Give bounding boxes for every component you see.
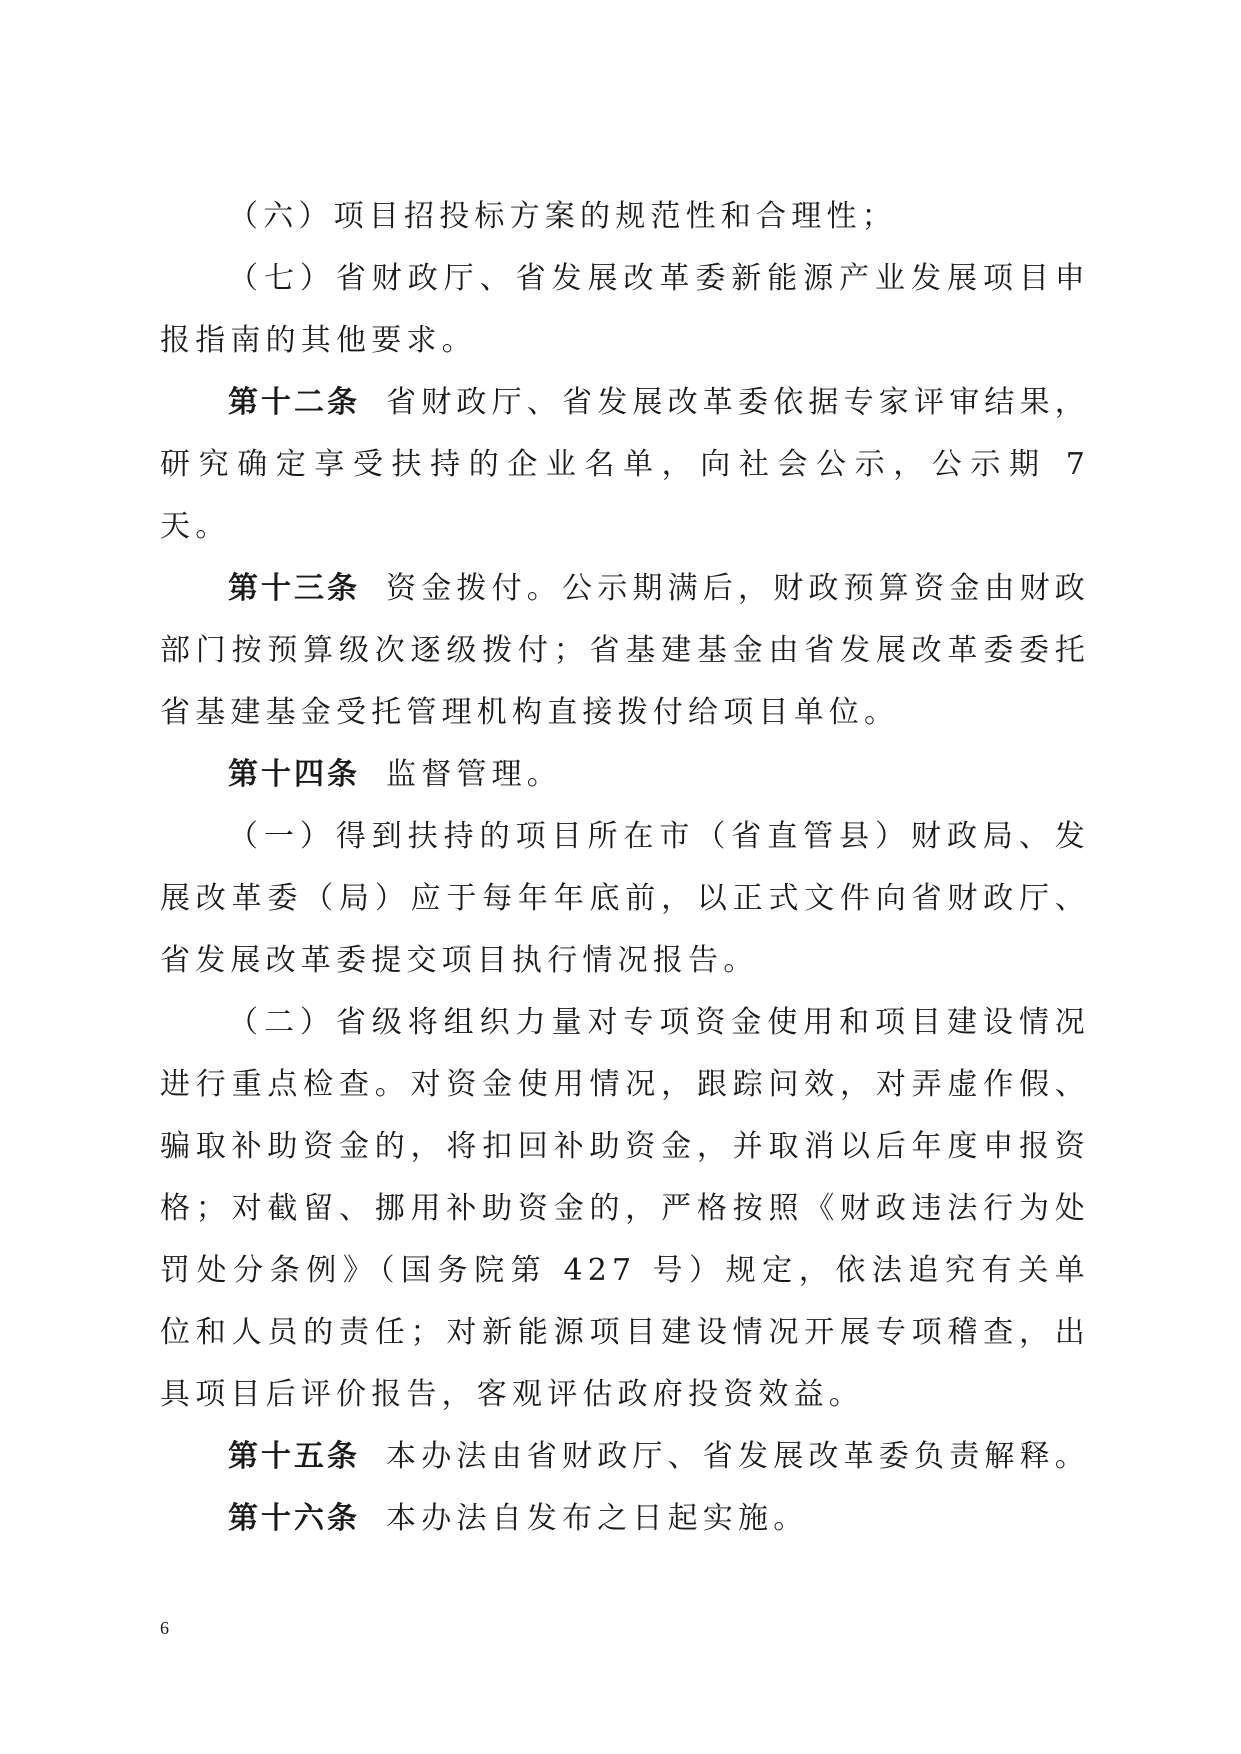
paragraph-text: （七）省财政厅、省发展改革委新能源产业发展项目申报指南的其他要求。 bbox=[160, 261, 1090, 358]
article-heading: 第十六条 bbox=[228, 1501, 360, 1536]
paragraph-text: （二）省级将组织力量对专项资金使用和项目建设情况进行重点检查。对资金使用情况，跟踪问效，对弄虚作假、骗取补助资金的，将扣回补助资金，并取消以后年度申报资格；对截留、挪用补助资金的，严格按照《财政违法行为处罚处分条例》（国务院第 427 号）规定，依法追究有关单位和人员的责任；对新能源项目建设情况开展专项稽查，出具项目后评价报告，客观评估政府投资效益。 bbox=[160, 1005, 1090, 1412]
article-15 bbox=[160, 1426, 1090, 1488]
paragraph-item-7 bbox=[160, 248, 1090, 372]
article-heading: 第十五条 bbox=[228, 1439, 360, 1474]
article-12 bbox=[160, 372, 1090, 558]
article-text: 省财政厅、省发展改革委依据专家评审结果，研究确定享受扶持的企业名单，向社会公示，公示期 7 天。 bbox=[160, 385, 1090, 544]
article-text: 监督管理。 bbox=[386, 757, 562, 792]
article-heading: 第十二条 bbox=[228, 385, 360, 420]
article-heading: 第十三条 bbox=[228, 571, 360, 606]
article-14 bbox=[160, 744, 1090, 806]
page-number: 6 bbox=[160, 1618, 169, 1638]
article-heading: 第十四条 bbox=[228, 757, 360, 792]
paragraph-item-1 bbox=[160, 806, 1090, 992]
paragraph-item-6 bbox=[160, 186, 1090, 248]
paragraph-item-2 bbox=[160, 992, 1090, 1426]
article-text: 本办法自发布之日起实施。 bbox=[386, 1501, 809, 1536]
document-body bbox=[160, 186, 1090, 1550]
article-13 bbox=[160, 558, 1090, 744]
article-text: 资金拨付。公示期满后，财政预算资金由财政部门按预算级次逐级拨付；省基建基金由省发展改革委委托省基建基金受托管理机构直接拨付给项目单位。 bbox=[160, 571, 1090, 730]
article-16 bbox=[160, 1488, 1090, 1550]
article-text: 本办法由省财政厅、省发展改革委负责解释。 bbox=[386, 1439, 1090, 1474]
paragraph-text: （一）得到扶持的项目所在市（省直管县）财政局、发展改革委（局）应于每年年底前，以正式文件向省财政厅、省发展改革委提交项目执行情况报告。 bbox=[160, 819, 1090, 978]
paragraph-text: （六）项目招投标方案的规范性和合理性； bbox=[228, 199, 897, 234]
